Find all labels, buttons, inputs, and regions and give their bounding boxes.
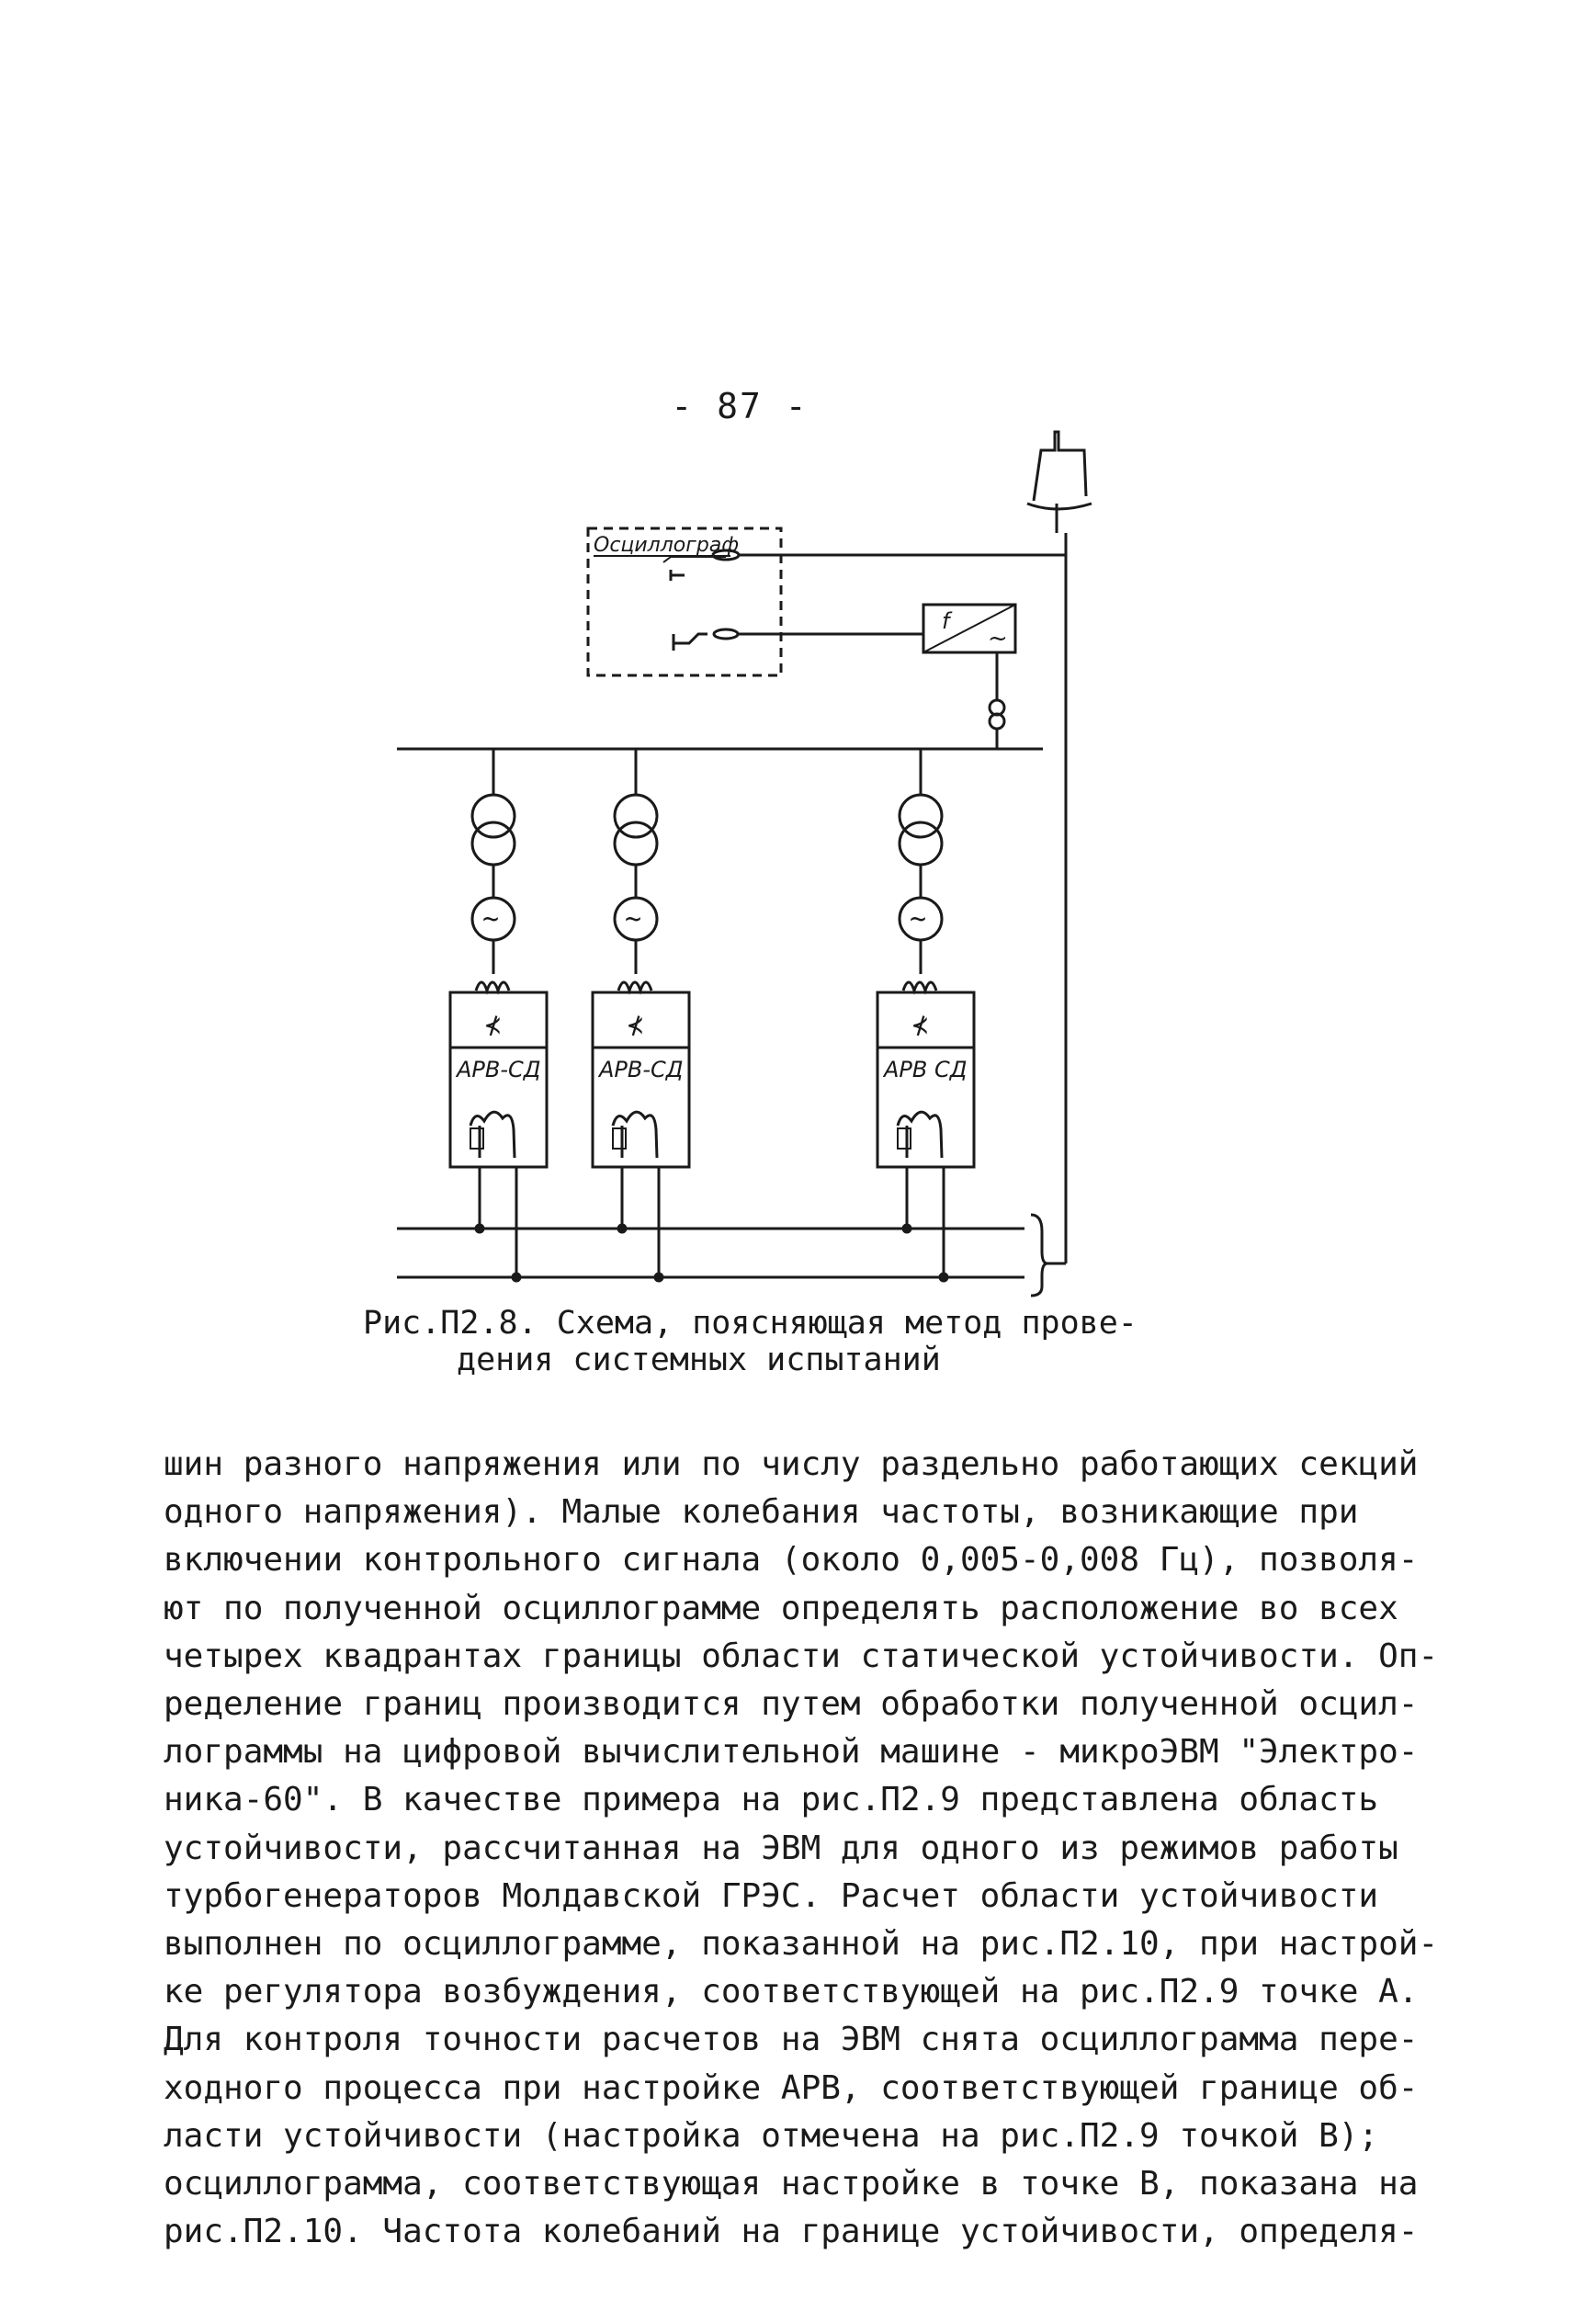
arv-label-1: АРВ-СД [457, 1057, 541, 1082]
oscillograph-label: Осциллограф [594, 534, 740, 557]
body-text [164, 1441, 1439, 2256]
body-line: одного напряжения). Малые колебания частоты, возникающие при [164, 1493, 1359, 1532]
svg-text:~: ~ [482, 903, 500, 935]
generator-unit-1 [450, 749, 547, 1277]
svg-text:~: ~ [910, 903, 927, 935]
svg-text:⊀: ⊀ [485, 1010, 501, 1040]
generator-unit-3 [877, 749, 974, 1277]
body-line: ределение границ производится путем обработки полученной осцил- [164, 1685, 1419, 1724]
body-line: лограммы на цифровой вычислительной машине - микроЭВМ "Электро- [164, 1733, 1419, 1772]
antenna-icon [1027, 432, 1092, 533]
caption-line-1: Рис.П2.8. Схема, поясняющая метод прове- [363, 1305, 1138, 1342]
frequency-converter [923, 605, 1015, 652]
svg-text:⊀: ⊀ [628, 1010, 643, 1040]
svg-text:f: f [942, 608, 950, 634]
generator-unit-2 [593, 749, 689, 1277]
body-line: Для контроля точности расчетов на ЭВМ снята осциллограмма пере- [164, 2021, 1419, 2059]
body-line: ют по полученной осциллограмме определять расположение во всех [164, 1589, 1398, 1627]
figure-caption [363, 1305, 1190, 1378]
body-line: ника-60". В качестве примера на рис.П2.9 представлена область [164, 1781, 1379, 1819]
arv-label-2: АРВ-СД [599, 1057, 684, 1082]
body-line: четырех квадрантах границы области статической устойчивости. Оп- [164, 1637, 1439, 1675]
body-line: ласти устойчивости (настройка отмечена на рис.П2.9 точкой В); [164, 2116, 1379, 2155]
svg-text:~: ~ [625, 903, 642, 935]
svg-text:~: ~ [988, 625, 1008, 652]
body-line: турбогенераторов Молдавской ГРЭС. Расчет области устойчивости [164, 1876, 1379, 1915]
body-line: шин разного напряжения или по числу раздельно работающих секций [164, 1445, 1419, 1483]
body-line: ке регулятора возбуждения, соответствующей на рис.П2.9 точке А. [164, 1973, 1419, 2011]
svg-text:⊀: ⊀ [912, 1010, 928, 1040]
body-line: включении контрольного сигнала (около 0,005-0,008 Гц), позволя- [164, 1541, 1419, 1580]
bus-bracket [1031, 1215, 1047, 1296]
body-line: осциллограмма, соответствующая настройке в точке В, показана на [164, 2165, 1419, 2203]
body-line: ходного процесса при настройке АРВ, соответствующей границе об- [164, 2068, 1419, 2107]
arv-label-3: АРВ СД [884, 1057, 968, 1082]
body-line: выполнен по осциллограмме, показанной на рис.П2.10, при настрой- [164, 1925, 1439, 1964]
body-line: рис.П2.10. Частота колебаний на границе устойчивости, определя- [164, 2213, 1419, 2251]
body-line: устойчивости, рассчитанная на ЭВМ для одного из режимов работы [164, 1829, 1398, 1867]
oscillograph-input-2 [673, 629, 738, 651]
caption-line-2: дения системных испытаний [457, 1342, 941, 1378]
page-number: - 87 - [671, 386, 809, 426]
